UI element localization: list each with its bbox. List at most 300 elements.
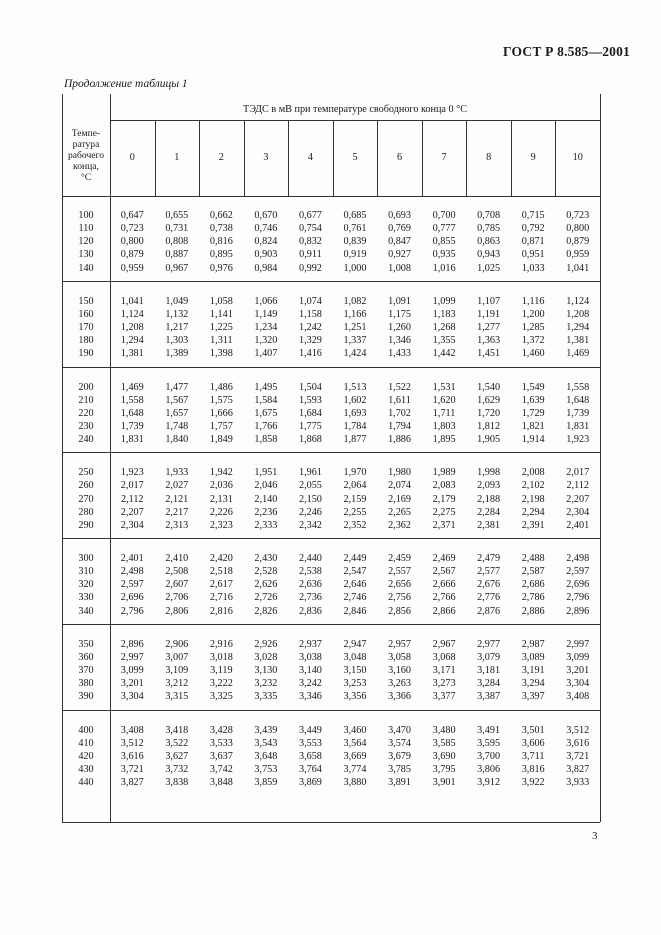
emf-value-cell: 3,922 <box>521 777 545 789</box>
emf-value-cell: 2,430 <box>254 553 278 564</box>
temperature-cell: 240 <box>78 434 94 446</box>
emf-value-cell: 1,812 <box>477 420 501 432</box>
emf-value-cell: 2,896 <box>120 638 144 650</box>
emf-value-cell: 0,777 <box>432 223 456 235</box>
emf-value-cell: 0,792 <box>521 223 545 235</box>
emf-value-cell: 1,998 <box>477 467 501 479</box>
emf-value-cell: 3,058 <box>388 651 411 663</box>
emf-value-cell: 0,943 <box>477 249 501 261</box>
emf-value-cell: 2,686 <box>521 579 545 591</box>
emf-value-cell: 1,041 <box>120 295 144 307</box>
emf-value-cell: 2,112 <box>120 493 144 505</box>
emf-value-cell: 1,200 <box>521 308 545 320</box>
emf-value-cell: 2,102 <box>521 480 545 492</box>
emf-value-cell: 2,967 <box>432 638 456 650</box>
emf-value-cell: 3,891 <box>388 777 411 789</box>
emf-value-cell: 3,408 <box>566 691 590 703</box>
emf-value-cell: 2,469 <box>432 553 456 564</box>
temperature-cell: 230 <box>78 420 94 432</box>
temperature-cell: 120 <box>78 236 94 248</box>
emf-value-cell: 2,323 <box>209 519 233 531</box>
emf-value-cell: 2,926 <box>254 638 278 650</box>
emf-value-cell: 3,397 <box>521 691 545 703</box>
emf-value-cell: 3,816 <box>521 763 545 775</box>
emf-value-cell: 2,666 <box>432 579 456 591</box>
emf-value-cell: 1,033 <box>521 262 545 274</box>
emf-value-cell: 2,846 <box>343 605 367 617</box>
emf-value-cell: 1,337 <box>343 335 367 347</box>
emf-value-cell: 3,460 <box>343 724 367 736</box>
temperature-cell: 410 <box>78 737 94 749</box>
emf-value-cell: 3,356 <box>343 691 367 703</box>
emf-value-cell: 2,381 <box>477 519 501 531</box>
emf-value-cell: 2,607 <box>165 579 189 591</box>
column-header-2: 2 <box>218 152 224 163</box>
emf-value-cell: 0,984 <box>254 262 278 274</box>
emf-value-cell: 1,620 <box>432 394 456 406</box>
emf-value-cell: 3,795 <box>432 763 456 775</box>
temperature-header-line: °С <box>80 172 92 183</box>
emf-value-cell: 0,816 <box>209 236 233 248</box>
emf-value-cell: 1,191 <box>477 308 501 320</box>
temperature-cell: 400 <box>78 724 94 736</box>
emf-value-cell: 0,769 <box>388 223 411 235</box>
emf-value-cell: 1,149 <box>254 308 278 320</box>
emf-value-cell: 1,531 <box>432 381 456 393</box>
emf-value-cell: 1,158 <box>298 308 322 320</box>
emf-value-cell: 0,738 <box>209 223 233 235</box>
temperature-cell: 180 <box>78 335 94 347</box>
emf-value-cell: 3,637 <box>209 750 233 762</box>
emf-value-cell: 2,947 <box>343 638 367 650</box>
emf-value-cell: 2,577 <box>477 566 501 578</box>
emf-value-cell: 2,916 <box>209 638 233 650</box>
emf-value-cell: 2,284 <box>477 506 501 518</box>
emf-value-cell: 3,721 <box>120 763 144 775</box>
emf-value-cell: 0,935 <box>432 249 456 261</box>
emf-value-cell: 2,626 <box>254 579 278 591</box>
emf-value-cell: 2,906 <box>165 638 189 650</box>
emf-value-cell: 1,363 <box>477 335 501 347</box>
emf-value-cell: 1,629 <box>477 394 501 406</box>
emf-value-cell: 2,226 <box>209 506 233 518</box>
emf-value-cell: 1,398 <box>209 348 233 360</box>
emf-value-cell: 1,000 <box>343 262 367 274</box>
emf-value-cell: 3,838 <box>165 777 189 789</box>
emf-value-cell: 2,997 <box>120 651 144 663</box>
emf-value-cell: 0,919 <box>343 249 367 261</box>
emf-value-cell: 2,420 <box>209 553 233 564</box>
emf-value-cell: 1,381 <box>566 335 590 347</box>
emf-value-cell: 1,831 <box>120 434 144 446</box>
emf-value-cell: 0,800 <box>120 236 144 248</box>
emf-value-cell: 3,428 <box>209 724 233 736</box>
emf-value-cell: 1,980 <box>388 467 411 479</box>
emf-value-cell: 2,997 <box>566 638 590 650</box>
emf-value-cell: 0,824 <box>254 236 278 248</box>
emf-value-cell: 0,655 <box>165 210 189 221</box>
emf-value-cell: 3,439 <box>254 724 278 736</box>
emf-value-cell: 1,311 <box>210 335 233 347</box>
emf-value-cell: 2,746 <box>343 592 367 604</box>
emf-value-cell: 3,848 <box>209 777 233 789</box>
emf-value-cell: 3,616 <box>120 750 144 762</box>
emf-value-cell: 2,027 <box>165 480 189 492</box>
emf-value-cell: 2,886 <box>521 605 545 617</box>
emf-value-cell: 2,207 <box>566 493 590 505</box>
header-column-divider <box>422 120 423 196</box>
emf-value-cell: 0,662 <box>209 210 233 221</box>
temperature-cell: 110 <box>78 223 94 235</box>
temperature-cell: 260 <box>78 480 94 492</box>
temperature-cell: 140 <box>78 262 94 274</box>
emf-value-cell: 3,606 <box>521 737 545 749</box>
emf-value-cell: 0,951 <box>521 249 545 261</box>
emf-value-cell: 2,410 <box>165 553 189 564</box>
emf-value-cell: 1,757 <box>209 420 233 432</box>
emf-value-cell: 0,879 <box>566 236 590 248</box>
header-column-divider <box>155 120 156 196</box>
emf-value-cell: 3,068 <box>432 651 456 663</box>
emf-value-cell: 3,130 <box>254 665 278 677</box>
emf-value-cell: 1,970 <box>343 467 367 479</box>
emf-value-cell: 2,198 <box>521 493 545 505</box>
temperature-cell: 430 <box>78 763 94 775</box>
emf-value-cell: 1,784 <box>343 420 367 432</box>
emf-value-cell: 1,923 <box>120 467 144 479</box>
emf-value-cell: 1,251 <box>343 322 367 334</box>
emf-value-cell: 1,320 <box>254 335 278 347</box>
emf-value-cell: 2,866 <box>432 605 456 617</box>
temperature-cell: 360 <box>78 651 94 663</box>
emf-value-cell: 1,469 <box>566 348 590 360</box>
emf-value-cell: 1,329 <box>298 335 322 347</box>
temperature-column-divider <box>110 94 111 822</box>
emf-value-cell: 0,670 <box>254 210 278 221</box>
emf-value-cell: 2,508 <box>165 566 189 578</box>
emf-value-cell: 3,574 <box>388 737 411 749</box>
emf-value-cell: 2,304 <box>120 519 144 531</box>
temperature-header-line: Темпе- <box>71 128 101 139</box>
table-left-border <box>62 94 63 822</box>
emf-value-cell: 2,150 <box>298 493 322 505</box>
emf-value-cell: 1,477 <box>165 381 189 393</box>
emf-value-cell: 2,786 <box>521 592 545 604</box>
emf-value-cell: 0,800 <box>566 223 590 235</box>
emf-value-cell: 1,124 <box>120 308 144 320</box>
emf-value-cell: 0,693 <box>388 210 411 221</box>
temperature-cell: 200 <box>78 381 94 393</box>
emf-value-cell: 1,567 <box>165 394 189 406</box>
emf-value-cell: 2,696 <box>566 579 590 591</box>
emf-value-cell: 3,294 <box>521 678 545 690</box>
emf-value-cell: 3,171 <box>432 665 456 677</box>
emf-value-cell: 3,346 <box>298 691 322 703</box>
temperature-cell: 150 <box>78 295 94 307</box>
emf-value-cell: 1,049 <box>165 295 189 307</box>
emf-value-cell: 1,961 <box>298 467 322 479</box>
emf-value-cell: 1,748 <box>165 420 189 432</box>
emf-value-cell: 1,886 <box>388 434 411 446</box>
column-header-8: 8 <box>486 152 492 163</box>
temperature-cell: 310 <box>78 566 94 578</box>
emf-value-cell: 1,132 <box>165 308 189 320</box>
emf-value-cell: 2,036 <box>209 480 233 492</box>
emf-value-cell: 3,616 <box>566 737 590 749</box>
emf-value-cell: 3,512 <box>120 737 144 749</box>
emf-value-cell: 3,150 <box>343 665 367 677</box>
header-column-divider <box>333 120 334 196</box>
emf-value-cell: 0,855 <box>432 236 456 248</box>
emf-value-cell: 1,739 <box>566 407 590 419</box>
temperature-cell: 210 <box>78 394 94 406</box>
emf-value-cell: 0,708 <box>477 210 501 221</box>
emf-value-cell: 3,304 <box>120 691 144 703</box>
emf-value-cell: 2,179 <box>432 493 456 505</box>
emf-value-cell: 3,181 <box>477 665 501 677</box>
emf-value-cell: 3,284 <box>477 678 501 690</box>
emf-value-cell: 2,816 <box>209 605 233 617</box>
emf-value-cell: 3,048 <box>343 651 367 663</box>
emf-span-header: ТЭДС в мВ при температуре свободного конца 0 °С <box>242 104 468 115</box>
emf-value-cell: 2,046 <box>254 480 278 492</box>
emf-value-cell: 2,587 <box>521 566 545 578</box>
emf-value-cell: 1,775 <box>298 420 322 432</box>
emf-value-cell: 1,025 <box>477 262 501 274</box>
emf-value-cell: 1,183 <box>432 308 456 320</box>
emf-value-cell: 1,549 <box>521 381 545 393</box>
emf-value-cell: 3,669 <box>343 750 367 762</box>
emf-value-cell: 3,901 <box>432 777 456 789</box>
emf-value-cell: 0,731 <box>165 223 189 235</box>
emf-value-cell: 3,742 <box>209 763 233 775</box>
header-bottom-rule <box>62 196 600 197</box>
emf-value-cell: 3,627 <box>165 750 189 762</box>
emf-value-cell: 2,362 <box>388 519 411 531</box>
emf-value-cell: 1,346 <box>388 335 411 347</box>
emf-value-cell: 2,957 <box>388 638 411 650</box>
emf-value-cell: 1,016 <box>432 262 456 274</box>
emf-value-cell: 1,821 <box>521 420 545 432</box>
emf-value-cell: 1,522 <box>388 381 411 393</box>
emf-value-cell: 1,840 <box>165 434 189 446</box>
emf-value-cell: 1,082 <box>343 295 367 307</box>
emf-value-cell: 1,116 <box>521 295 545 307</box>
emf-value-cell: 2,169 <box>388 493 411 505</box>
emf-value-cell: 2,987 <box>521 638 545 650</box>
emf-value-cell: 0,685 <box>343 210 367 221</box>
emf-value-cell: 3,335 <box>254 691 278 703</box>
temperature-cell: 340 <box>78 605 94 617</box>
emf-value-cell: 1,285 <box>521 322 545 334</box>
emf-value-cell: 1,294 <box>120 335 144 347</box>
group-separator <box>62 281 600 282</box>
temperature-cell: 330 <box>78 592 94 604</box>
emf-value-cell: 2,304 <box>566 506 590 518</box>
emf-value-cell: 2,265 <box>388 506 411 518</box>
emf-value-cell: 1,720 <box>477 407 501 419</box>
emf-value-cell: 1,849 <box>209 434 233 446</box>
emf-value-cell: 0,754 <box>298 223 322 235</box>
emf-value-cell: 2,656 <box>388 579 411 591</box>
emf-value-cell: 2,736 <box>298 592 322 604</box>
emf-value-cell: 1,711 <box>432 407 456 419</box>
emf-value-cell: 3,018 <box>209 651 233 663</box>
emf-value-cell: 1,242 <box>298 322 322 334</box>
temperature-cell: 350 <box>78 638 94 650</box>
emf-value-cell: 3,859 <box>254 777 278 789</box>
emf-value-cell: 1,951 <box>254 467 278 479</box>
temperature-cell: 160 <box>78 308 94 320</box>
emf-value-cell: 3,470 <box>388 724 411 736</box>
emf-value-cell: 2,207 <box>120 506 144 518</box>
emf-value-cell: 2,856 <box>388 605 411 617</box>
emf-value-cell: 3,242 <box>298 678 322 690</box>
emf-value-cell: 1,914 <box>521 434 545 446</box>
temperature-cell: 100 <box>78 210 94 221</box>
emf-value-cell: 2,246 <box>298 506 322 518</box>
temperature-header-line: рабочего <box>67 150 105 161</box>
emf-value-cell: 2,776 <box>477 592 501 604</box>
temperature-cell: 300 <box>78 553 94 564</box>
emf-value-cell: 2,498 <box>566 553 590 564</box>
emf-value-cell: 1,858 <box>254 434 278 446</box>
temperature-cell: 390 <box>78 691 94 703</box>
emf-value-cell: 2,121 <box>165 493 189 505</box>
emf-value-cell: 2,188 <box>477 493 501 505</box>
emf-value-cell: 0,723 <box>566 210 590 221</box>
emf-value-cell: 0,839 <box>343 236 367 248</box>
header-column-divider <box>377 120 378 196</box>
emf-value-cell: 3,553 <box>298 737 322 749</box>
emf-value-cell: 0,832 <box>298 236 322 248</box>
emf-value-cell: 0,715 <box>521 210 545 221</box>
emf-value-cell: 1,495 <box>254 381 278 393</box>
emf-value-cell: 2,617 <box>209 579 233 591</box>
emf-value-cell: 1,584 <box>254 394 278 406</box>
emf-value-cell: 1,124 <box>566 295 590 307</box>
emf-value-cell: 3,325 <box>209 691 233 703</box>
emf-value-cell: 1,513 <box>343 381 367 393</box>
temperature-cell: 290 <box>78 519 94 531</box>
emf-value-cell: 1,593 <box>298 394 322 406</box>
emf-value-cell: 1,540 <box>477 381 501 393</box>
emf-value-cell: 0,967 <box>165 262 189 274</box>
emf-value-cell: 1,766 <box>254 420 278 432</box>
emf-value-cell: 0,761 <box>343 223 367 235</box>
emf-value-cell: 1,942 <box>209 467 233 479</box>
emf-value-cell: 0,863 <box>477 236 501 248</box>
emf-value-cell: 1,702 <box>388 407 411 419</box>
emf-value-cell: 0,976 <box>209 262 233 274</box>
emf-value-cell: 1,895 <box>432 434 456 446</box>
column-header-10: 10 <box>572 152 583 163</box>
emf-value-cell: 2,352 <box>343 519 367 531</box>
emf-value-cell: 0,959 <box>120 262 144 274</box>
thermo-emf-table <box>62 94 600 822</box>
emf-value-cell: 1,868 <box>298 434 322 446</box>
emf-value-cell: 1,657 <box>165 407 189 419</box>
emf-value-cell: 1,355 <box>432 335 456 347</box>
emf-value-cell: 1,303 <box>165 335 189 347</box>
emf-value-cell: 3,099 <box>566 651 590 663</box>
emf-value-cell: 2,597 <box>566 566 590 578</box>
emf-value-cell: 1,905 <box>477 434 501 446</box>
emf-value-cell: 3,449 <box>298 724 322 736</box>
emf-value-cell: 2,401 <box>120 553 144 564</box>
page-number: 3 <box>592 830 598 842</box>
table-continuation-caption: Продолжение таблицы 1 <box>64 78 188 90</box>
temperature-cell: 250 <box>78 467 94 479</box>
emf-value-cell: 3,273 <box>432 678 456 690</box>
temperature-cell: 420 <box>78 750 94 762</box>
emf-value-cell: 1,099 <box>432 295 456 307</box>
emf-value-cell: 2,131 <box>209 493 233 505</box>
emf-value-cell: 0,879 <box>120 249 144 261</box>
emf-value-cell: 3,253 <box>343 678 367 690</box>
emf-value-cell: 1,442 <box>432 348 456 360</box>
emf-value-cell: 2,567 <box>432 566 456 578</box>
emf-value-cell: 0,927 <box>388 249 411 261</box>
emf-value-cell: 2,826 <box>254 605 278 617</box>
emf-value-cell: 3,191 <box>521 665 545 677</box>
emf-value-cell: 2,440 <box>298 553 322 564</box>
emf-value-cell: 2,766 <box>432 592 456 604</box>
temperature-cell: 170 <box>78 322 94 334</box>
emf-value-cell: 2,716 <box>209 592 233 604</box>
emf-value-cell: 1,469 <box>120 381 144 393</box>
emf-value-cell: 2,017 <box>566 467 590 479</box>
emf-value-cell: 3,418 <box>165 724 189 736</box>
emf-value-cell: 3,933 <box>566 777 590 789</box>
header-column-divider <box>244 120 245 196</box>
emf-value-cell: 2,140 <box>254 493 278 505</box>
emf-value-cell: 1,803 <box>432 420 456 432</box>
emf-value-cell: 2,796 <box>566 592 590 604</box>
temperature-cell: 190 <box>78 348 94 360</box>
emf-value-cell: 2,796 <box>120 605 144 617</box>
emf-value-cell: 1,066 <box>254 295 278 307</box>
temperature-cell: 380 <box>78 678 94 690</box>
emf-value-cell: 2,391 <box>521 519 545 531</box>
emf-value-cell: 0,911 <box>299 249 322 261</box>
emf-value-cell: 1,208 <box>566 308 590 320</box>
emf-value-cell: 3,501 <box>521 724 545 736</box>
column-header-0: 0 <box>129 152 135 163</box>
emf-value-cell: 3,377 <box>432 691 456 703</box>
emf-value-cell: 2,333 <box>254 519 278 531</box>
emf-value-cell: 3,028 <box>254 651 278 663</box>
emf-value-cell: 1,074 <box>298 295 322 307</box>
emf-value-cell: 1,234 <box>254 322 278 334</box>
emf-value-cell: 3,119 <box>210 665 233 677</box>
emf-value-cell: 3,533 <box>209 737 233 749</box>
emf-value-cell: 2,597 <box>120 579 144 591</box>
group-separator <box>62 710 600 711</box>
emf-value-cell: 2,313 <box>165 519 189 531</box>
header-column-divider <box>466 120 467 196</box>
emf-value-cell: 1,602 <box>343 394 367 406</box>
emf-value-cell: 2,401 <box>566 519 590 531</box>
emf-value-cell: 1,575 <box>209 394 233 406</box>
emf-value-cell: 0,723 <box>120 223 144 235</box>
emf-value-cell: 2,756 <box>388 592 411 604</box>
emf-value-cell: 0,992 <box>298 262 322 274</box>
emf-value-cell: 3,543 <box>254 737 278 749</box>
emf-value-cell: 3,564 <box>343 737 367 749</box>
emf-value-cell: 0,647 <box>120 210 144 221</box>
emf-value-cell: 3,079 <box>477 651 501 663</box>
